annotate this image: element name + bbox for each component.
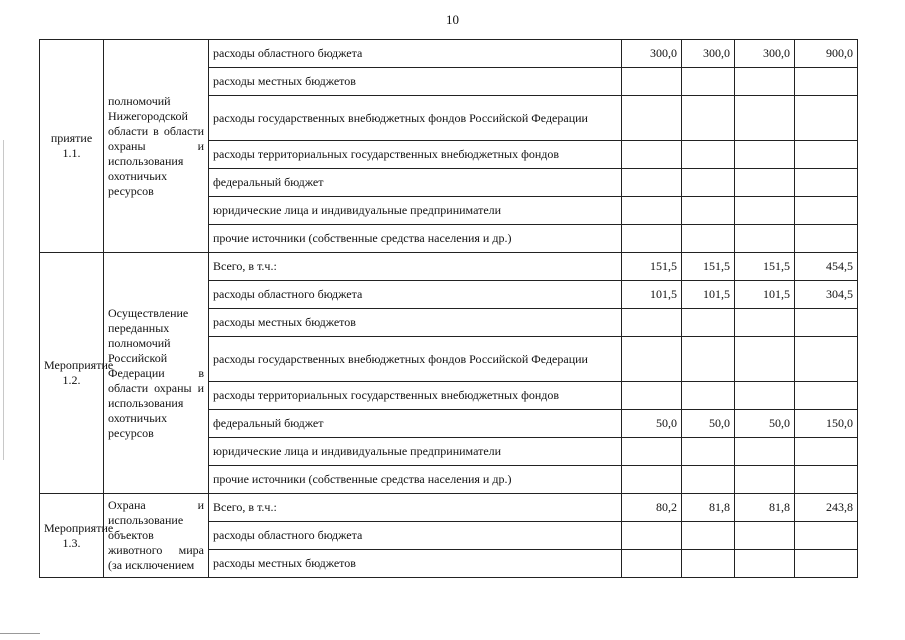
funding-source: юридические лица и индивидуальные предприниматели [209, 438, 622, 466]
year-value-cell: 50,0 [735, 410, 795, 438]
total-cell [795, 197, 858, 225]
year-value-cell [622, 466, 682, 494]
year-value-cell [735, 141, 795, 169]
year-value-cell: 101,5 [682, 281, 735, 309]
funding-source: расходы областного бюджета [209, 522, 622, 550]
year-value-cell: 50,0 [622, 410, 682, 438]
year-value-cell: 101,5 [622, 281, 682, 309]
year-value-cell [682, 309, 735, 337]
funding-source: расходы местных бюджетов [209, 550, 622, 578]
year-value-cell [682, 438, 735, 466]
total-cell: 304,5 [795, 281, 858, 309]
funding-source: федеральный бюджет [209, 169, 622, 197]
year-value-cell [622, 522, 682, 550]
funding-source: прочие источники (собственные средства населения и др.) [209, 225, 622, 253]
year-value-cell [682, 225, 735, 253]
year-value-cell [735, 466, 795, 494]
year-value-cell [682, 141, 735, 169]
total-cell: 454,5 [795, 253, 858, 281]
funding-source: расходы территориальных государственных внебюджетных фондов [209, 141, 622, 169]
year-value-cell [682, 466, 735, 494]
year-value-cell [735, 309, 795, 337]
year-value-cell [622, 96, 682, 141]
funding-source: расходы областного бюджета [209, 281, 622, 309]
total-cell [795, 438, 858, 466]
table-row [40, 253, 858, 281]
year-value-cell [735, 337, 795, 382]
total-cell [795, 309, 858, 337]
total-cell [795, 382, 858, 410]
scan-edge-mark [0, 633, 40, 634]
budget-table [39, 39, 858, 578]
total-cell: 150,0 [795, 410, 858, 438]
page-number: 10 [446, 12, 459, 27]
measure-number: Мероприятие 1.2. [40, 253, 104, 494]
funding-source: расходы государственных внебюджетных фондов Российской Федерации [209, 96, 622, 141]
measure-name: полномочий Нижегородской области в области охраны и использования охотничьих ресурсов [104, 40, 209, 253]
funding-source: Всего, в т.ч.: [209, 494, 622, 522]
measure-number: Мероприятие 1.3. [40, 494, 104, 578]
total-cell [795, 466, 858, 494]
total-cell [795, 96, 858, 141]
funding-source: расходы местных бюджетов [209, 309, 622, 337]
year-value-cell [735, 225, 795, 253]
funding-source: расходы областного бюджета [209, 40, 622, 68]
year-value-cell: 151,5 [622, 253, 682, 281]
year-value-cell: 81,8 [735, 494, 795, 522]
year-value-cell [622, 225, 682, 253]
year-value-cell [682, 68, 735, 96]
total-cell [795, 169, 858, 197]
year-value-cell [622, 550, 682, 578]
measure-name: Осуществление переданных полномочий Российской Федерации в области охраны и использования охотничьих ресурсов [104, 253, 209, 494]
table-row [40, 494, 858, 522]
year-value-cell [735, 96, 795, 141]
year-value-cell [735, 169, 795, 197]
year-value-cell: 101,5 [735, 281, 795, 309]
year-value-cell [622, 337, 682, 382]
year-value-cell: 300,0 [682, 40, 735, 68]
year-value-cell [735, 438, 795, 466]
year-value-cell: 50,0 [682, 410, 735, 438]
year-value-cell [622, 68, 682, 96]
total-cell [795, 522, 858, 550]
year-value-cell [735, 68, 795, 96]
funding-source: прочие источники (собственные средства населения и др.) [209, 466, 622, 494]
budget-table-body [40, 40, 858, 578]
funding-source: юридические лица и индивидуальные предприниматели [209, 197, 622, 225]
total-cell [795, 68, 858, 96]
scan-edge-mark [3, 140, 4, 460]
funding-source: Всего, в т.ч.: [209, 253, 622, 281]
funding-source: расходы государственных внебюджетных фондов Российской Федерации [209, 337, 622, 382]
year-value-cell: 81,8 [682, 494, 735, 522]
year-value-cell [622, 309, 682, 337]
year-value-cell [682, 197, 735, 225]
year-value-cell [682, 550, 735, 578]
year-value-cell [682, 382, 735, 410]
year-value-cell [682, 522, 735, 550]
year-value-cell [622, 382, 682, 410]
year-value-cell: 300,0 [735, 40, 795, 68]
year-value-cell [622, 169, 682, 197]
measure-number: приятие 1.1. [40, 40, 104, 253]
total-cell: 243,8 [795, 494, 858, 522]
year-value-cell: 151,5 [682, 253, 735, 281]
year-value-cell [735, 197, 795, 225]
total-cell: 900,0 [795, 40, 858, 68]
year-value-cell [622, 197, 682, 225]
year-value-cell [735, 382, 795, 410]
year-value-cell [682, 337, 735, 382]
funding-source: федеральный бюджет [209, 410, 622, 438]
year-value-cell [622, 438, 682, 466]
year-value-cell [735, 550, 795, 578]
year-value-cell [622, 141, 682, 169]
year-value-cell: 300,0 [622, 40, 682, 68]
total-cell [795, 337, 858, 382]
measure-name: Охрана и использование объектов животного мира (за исключением [104, 494, 209, 578]
total-cell [795, 550, 858, 578]
total-cell [795, 225, 858, 253]
year-value-cell: 151,5 [735, 253, 795, 281]
year-value-cell [682, 169, 735, 197]
funding-source: расходы местных бюджетов [209, 68, 622, 96]
funding-source: расходы территориальных государственных внебюджетных фондов [209, 382, 622, 410]
table-row [40, 40, 858, 68]
year-value-cell: 80,2 [622, 494, 682, 522]
year-value-cell [682, 96, 735, 141]
year-value-cell [735, 522, 795, 550]
total-cell [795, 141, 858, 169]
